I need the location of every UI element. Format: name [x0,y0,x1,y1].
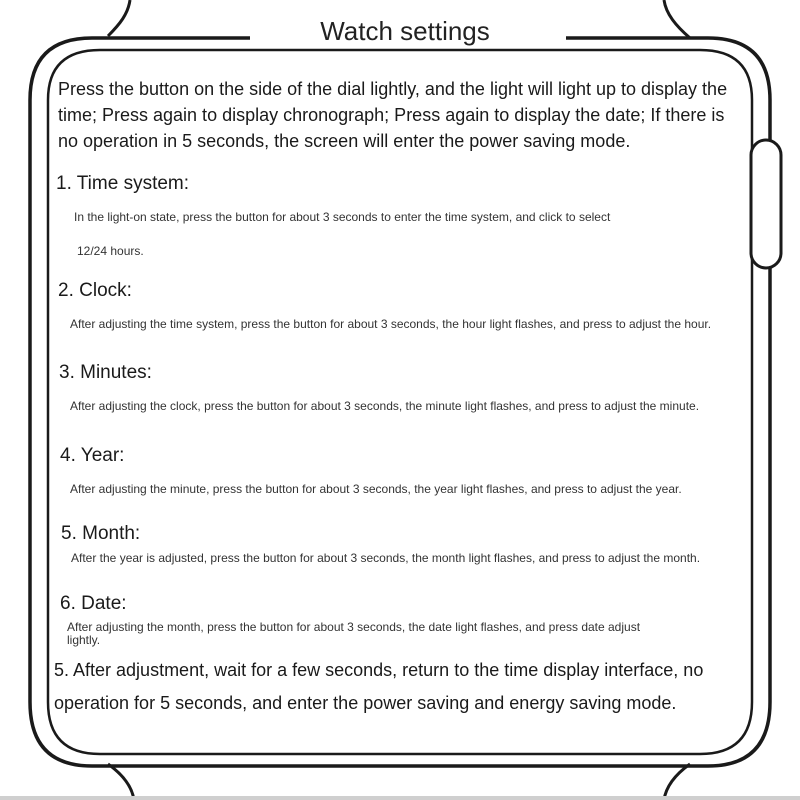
intro-paragraph: Press the button on the side of the dial lightly, and the light will light up to display the time; Press again to display chronograph; Press again to display the date; If there is no operation in 5 seconds, the screen will enter the power saving mode. [58,79,728,151]
step-5-text: After the year is adjusted, press the button for about 3 seconds, the month light flashes, and press to adjust the month. [71,551,701,565]
step-1-text-continued: 12/24 hours. [77,244,144,258]
step-2-heading: 2. Clock: [58,280,132,301]
bottom-divider [0,796,800,800]
step-1-heading: 1. Time system: [56,173,190,194]
step-3-text: After adjusting the clock, press the button for about 3 seconds, the minute light flashes, and press to adjust the minute. [70,399,700,413]
step-5-heading: 5. Month: [61,523,141,544]
page-title: Watch settings [320,16,490,46]
step-4-text: After adjusting the minute, press the button for about 3 seconds, the year light flashes, and press to adjust the year. [70,482,682,496]
step-6-heading: 6. Date: [60,593,127,614]
step-2-text: After adjusting the time system, press the button for about 3 seconds, the hour light flashes, and press to adjust the hour. [70,317,712,331]
closing-paragraph: 5. After adjustment, wait for a few seconds, return to the time display interface, no operation for 5 seconds, and enter the power saving and energy saving mode. [54,660,704,713]
step-1-text: In the light-on state, press the button for about 3 seconds to enter the time system, and click to select [74,210,611,224]
step-3-heading: 3. Minutes: [59,362,152,383]
step-4-heading: 4. Year: [60,445,125,466]
step-6-text: After adjusting the month, press the button for about 3 seconds, the date light flashes, and press date adjust lightly. [67,620,641,647]
